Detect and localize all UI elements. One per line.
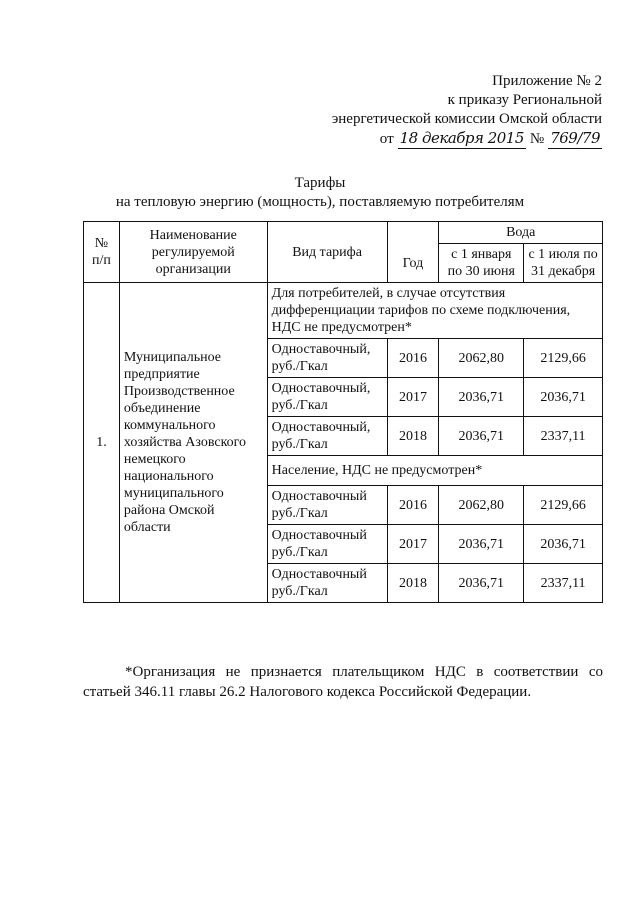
tariff-year: 2018: [387, 417, 439, 456]
header-water: Вода: [439, 222, 603, 244]
tariff-h1: 2036,71: [439, 417, 524, 456]
tariff-type: Одноставочный, руб./Гкал: [267, 339, 387, 378]
tariff-year: 2016: [387, 486, 439, 525]
title-line-2: на тепловую энергию (мощность), поставляемую потребителям: [115, 194, 525, 210]
header-half-2: с 1 июля по 31 декабря: [524, 244, 603, 283]
group-title: Для потребителей, в случае отсутствия дифференциации тарифов по схеме подключения, НДС не предусмотрен*: [267, 283, 602, 339]
table-header-row: [84, 222, 603, 244]
organization-name: Муниципальное предприятие Производственное объединение коммунального хозяйства Азовского немецкого национального муниципального района Омской области: [119, 283, 267, 603]
tariff-h2: 2036,71: [524, 525, 603, 564]
header-type: Вид тарифа: [267, 222, 387, 283]
tariff-h2: 2337,11: [524, 417, 603, 456]
tariff-h1: 2036,71: [439, 525, 524, 564]
appendix-header: [332, 72, 602, 149]
header-half-1: с 1 января по 30 июня: [439, 244, 524, 283]
appendix-title: Приложение № 2: [492, 73, 602, 89]
tariff-h1: 2062,80: [439, 486, 524, 525]
row-number: 1.: [84, 283, 120, 603]
number-label: №: [529, 131, 545, 147]
group-title: Население, НДС не предусмотрен*: [267, 456, 602, 486]
tariff-h1: 2036,71: [439, 378, 524, 417]
order-date-number: [380, 129, 602, 149]
appendix-order-ref: к приказу Региональной: [447, 92, 602, 108]
tariff-h2: 2036,71: [524, 378, 603, 417]
handwritten-number: 769/79: [550, 129, 600, 147]
group-title-row: [84, 283, 603, 339]
vat-footnote: *Организация не признается плательщиком НДС в соответствии со статьей 346.11 главы 26.2 Налогового кодекса Российской Федерации.: [83, 664, 603, 700]
tariff-type: Одноставочный, руб./Гкал: [267, 378, 387, 417]
tariff-type: Одноставочный руб./Гкал: [267, 564, 387, 603]
tariff-h2: 2129,66: [524, 486, 603, 525]
from-label: от: [379, 131, 394, 147]
tariff-type: Одноставочный руб./Гкал: [267, 486, 387, 525]
tariff-table: [83, 221, 603, 603]
tariff-h1: 2036,71: [439, 564, 524, 603]
tariff-type: Одноставочный, руб./Гкал: [267, 417, 387, 456]
tariff-h1: 2062,80: [439, 339, 524, 378]
header-year: Год: [387, 222, 439, 283]
tariff-year: 2016: [387, 339, 439, 378]
tariff-year: 2018: [387, 564, 439, 603]
header-org: Наименование регулируемой организации: [119, 222, 267, 283]
tariff-year: 2017: [387, 378, 439, 417]
tariff-h2: 2337,11: [524, 564, 603, 603]
title-line-1: Тарифы: [294, 175, 346, 191]
tariff-year: 2017: [387, 525, 439, 564]
handwritten-date: 18 декабря 2015: [399, 129, 524, 147]
tariff-h2: 2129,66: [524, 339, 603, 378]
document-title: [0, 174, 640, 212]
tariff-type: Одноставочный руб./Гкал: [267, 525, 387, 564]
header-num: № п/п: [84, 222, 120, 283]
appendix-commission: энергетической комиссии Омской области: [331, 111, 602, 127]
